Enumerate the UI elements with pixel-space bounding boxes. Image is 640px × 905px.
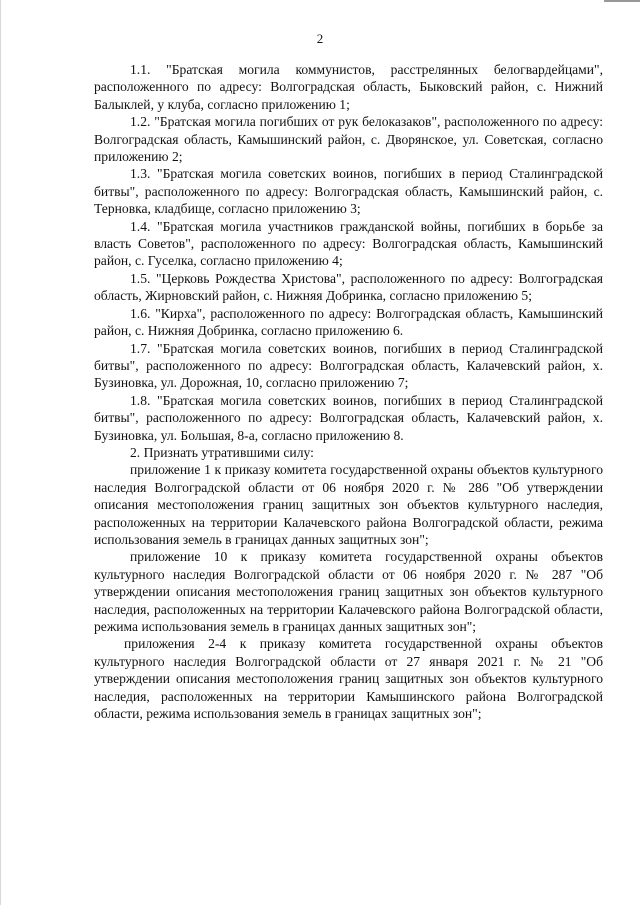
list-item-1-3: 1.3. "Братская могила советских воинов, погибших в период Сталинградской битвы", расположенного по адресу: Волгоградская область, Камышинский район, с. Терновка, кладбище, согласно приложению 3; xyxy=(94,166,603,217)
list-item-1-2: 1.2. "Братская могила погибших от рук белоказаков", расположенного по адресу: Волгоградская область, Камышинский район, с. Дворянское, ул. Советская, согласно приложению 2; xyxy=(94,114,603,165)
list-item-1-6: 1.6. "Кирха", расположенного по адресу: Волгоградская область, Камышинский район, с. Нижняя Добринка, согласно приложению 6. xyxy=(94,305,603,339)
section-2-heading: 2. Признать утратившими силу: xyxy=(130,444,314,460)
scan-corner-mark xyxy=(604,0,640,5)
list-item-1-4: 1.4. "Братская могила участников гражданской войны, погибших в борьбе за власть Советов", расположенного по адресу: Волгоградская область, Камышинский район, с. Гуселка, согласно приложению 4; xyxy=(94,218,603,269)
list-item-1-8: 1.8. "Братская могила советских воинов, погибших в период Сталинградской битвы", расположенного по адресу: Волгоградская область, Калачевский район, х. Бузиновка, ул. Большая, 8-а, согласно приложению 8. xyxy=(94,392,603,443)
repealed-item-2: приложение 10 к приказу комитета государственной охраны объектов культурного наследия Волгоградской области от 06 ноября 2020 г. № 287 "Об утверждении описания местоположения границ защитных зон объектов культурного наследия, расположенных на территории Калачевского района Волгоградской области, режима использования земель в границах данных защитных зон"; xyxy=(94,549,603,634)
repealed-item-3: приложения 2-4 к приказу комитета государственной охраны объектов культурного наследия Волгоградской области от 27 января 2021 г. № 21 "Об утверждении описания местоположения границ защитных зон объектов культурного наследия, расположенных на территории Камышинского района Волгоградской области, режима использования земель в границах защитных зон"; xyxy=(94,636,603,722)
document-body xyxy=(94,61,603,722)
list-item-1-5: 1.5. "Церковь Рождества Христова", расположенного по адресу: Волгоградская область, Жирновский район, с. Нижняя Добринка, согласно приложению 5; xyxy=(94,270,603,304)
list-item-1-1: 1.1. "Братская могила коммунистов, расстрелянных белогвардейцами", расположенного по адресу: Волгоградская область, Быковский район, с. Нижний Балыклей, у клуба, согласно приложению 1; xyxy=(94,62,603,112)
list-item-1-7: 1.7. "Братская могила советских воинов, погибших в период Сталинградской битвы", расположенного по адресу: Волгоградская область, Калачевский район, х. Бузиновка, ул. Дорожная, 10, согласно приложению 7; xyxy=(94,340,603,391)
scan-edge-line xyxy=(0,0,1,905)
page-number: 2 xyxy=(316,31,324,46)
repealed-item-1: приложение 1 к приказу комитета государственной охраны объектов культурного наследия Волгоградской области от 06 ноября 2020 г. № 286 "Об утверждении описания местоположения границ защитных зон объектов культурного наследия, расположенных на территории Калачевского района Волгоградской области, режима использования земель в границах данных защитных зон"; xyxy=(94,462,603,547)
